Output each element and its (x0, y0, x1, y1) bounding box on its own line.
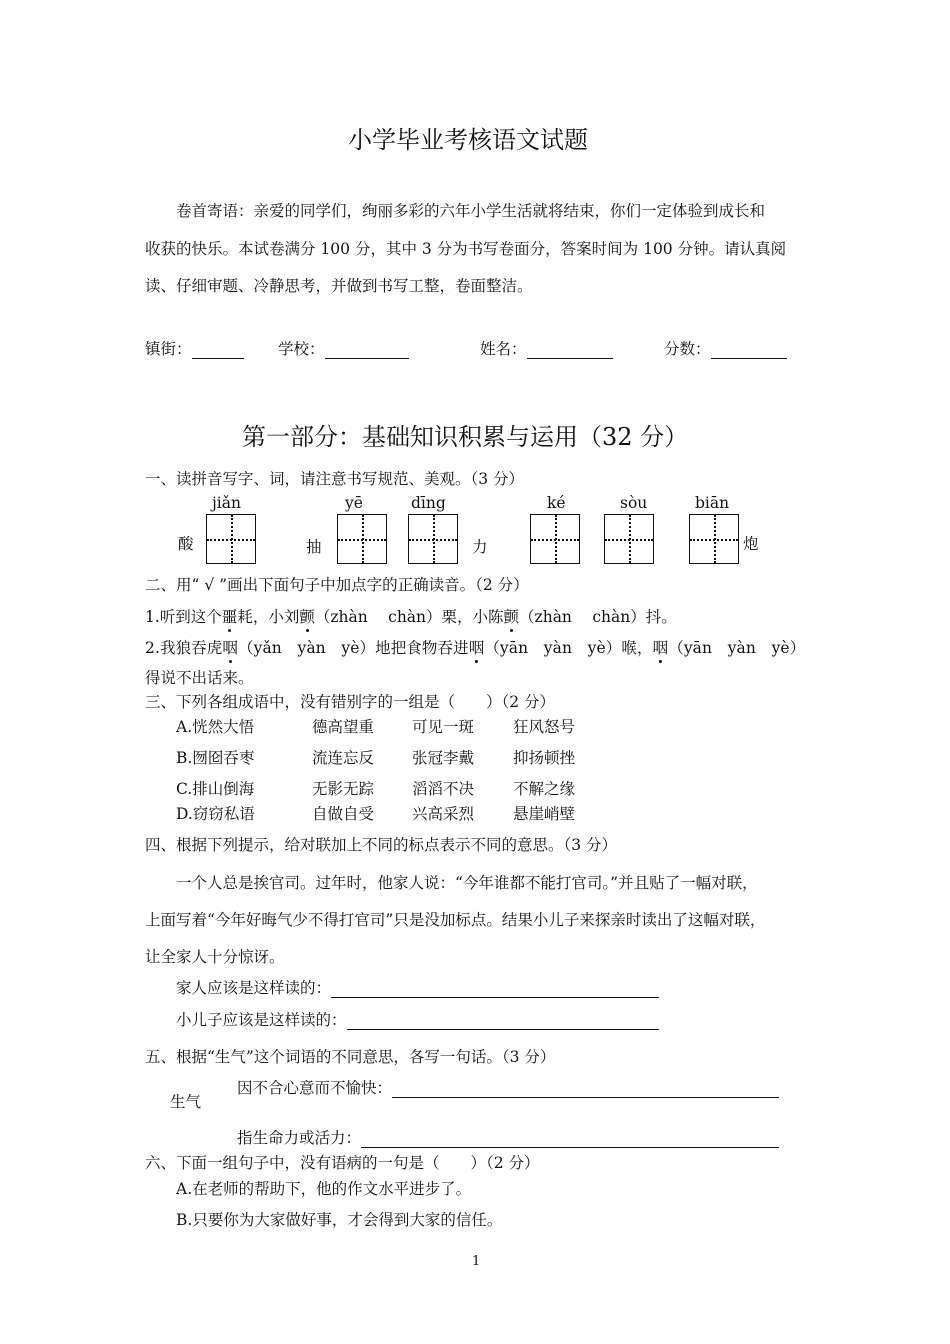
q2-s1-options[interactable]: （zhàn chàn）抖。 (519, 608, 677, 626)
intro-line-3: 读、仔细审题、冷静思考，并做到书写工整，卷面整洁。 (145, 277, 533, 295)
dotted-char: 颤 (503, 608, 520, 626)
score-blank[interactable] (711, 342, 787, 359)
town-blank[interactable] (192, 342, 244, 359)
given-char: 炮 (743, 535, 759, 553)
town-field (145, 337, 244, 359)
idiom: 抑扬顿挫 (513, 749, 576, 767)
pinyin: jiǎn (212, 494, 241, 512)
given-char: 力 (472, 538, 488, 556)
given-char: 抽 (306, 538, 322, 556)
idiom: B.囫囵吞枣 (176, 749, 255, 767)
writing-grid[interactable] (604, 514, 654, 564)
q2-s2-text: 2.我狼吞虎 (145, 639, 223, 657)
name-blank[interactable] (527, 342, 613, 359)
school-blank[interactable] (325, 342, 409, 359)
son-answer-blank[interactable] (347, 1013, 659, 1030)
q4-para-2: 上面写着“今年好晦气少不得打官司”只是没加标点。结果小儿子来探亲时读出了这幅对联， (145, 911, 766, 929)
meaning-2-blank[interactable] (361, 1131, 779, 1148)
idiom: 狂风怒号 (513, 718, 576, 736)
idiom: 滔滔不决 (412, 780, 475, 798)
part1-heading: 第一部分：基础知识积累与运用（32 分） (242, 423, 689, 451)
dotted-char: 颤 (299, 608, 315, 626)
town-label: 镇街： (145, 340, 192, 358)
q5-word: 生气 (170, 1093, 202, 1111)
q4-para-3: 让全家人十分惊讶。 (145, 948, 285, 966)
pinyin: dīng (411, 494, 446, 512)
name-field (480, 337, 613, 359)
idiom: 兴高采烈 (412, 805, 475, 823)
q4-para-1: 一个人总是挨官司。过年时，他家人说：“今年谁都不能打官司。”并且贴了一幅对联， (176, 874, 758, 892)
idiom: 德高望重 (312, 718, 375, 736)
given-char: 酸 (178, 535, 194, 553)
q2-s2-options[interactable]: （yān yàn yè） (668, 639, 806, 657)
page-title: 小学毕业考核语文试题 (348, 126, 588, 154)
q3-title: 三、下列各组成语中，没有错别字的一组是（ ）（2 分） (145, 693, 556, 711)
score-field (664, 337, 787, 359)
q6-option-b[interactable]: B.只要你为大家做好事，才会得到大家的信任。 (176, 1211, 503, 1229)
intro-line-1: 卷首寄语：亲爱的同学们，绚丽多彩的六年小学生活就将结束，你们一定体验到成长和 (176, 202, 766, 220)
pinyin: sòu (620, 494, 648, 512)
pinyin: biān (695, 494, 730, 512)
idiom: 可见一斑 (412, 718, 475, 736)
school-label: 学校： (278, 340, 325, 358)
q2-s2-options[interactable]: （yān yàn yè）喉， (484, 639, 653, 657)
writing-grid[interactable] (408, 514, 458, 564)
q2-s1-options[interactable]: （zhàn chàn）栗，小陈 (314, 608, 504, 626)
dotted-char: 噩 (221, 608, 238, 626)
q4-son-answer (176, 1008, 659, 1030)
score-label: 分数： (664, 340, 711, 358)
writing-grid[interactable] (530, 514, 580, 564)
q4-title: 四、根据下列提示，给对联加上不同的标点表示不同的意思。（3 分） (145, 836, 618, 854)
q2-s2-options[interactable]: （yǎn yàn yè）地把食物吞进 (238, 639, 469, 657)
writing-grid[interactable] (689, 514, 739, 564)
q5-meaning-1 (237, 1076, 779, 1098)
q2-s1-text: 1.听到这个 (145, 608, 222, 626)
q2-sentence-1 (145, 605, 677, 627)
dotted-char: 咽 (468, 639, 485, 657)
q1-title: 一、读拼音写字、词，请注意书写规范、美观。（3 分） (145, 470, 525, 488)
writing-grid[interactable] (337, 514, 387, 564)
idiom: 不解之缘 (513, 780, 576, 798)
q5-title: 五、根据“生气”这个词语的不同意思，各写一句话。（3 分） (145, 1048, 556, 1066)
idiom: A.恍然大悟 (176, 718, 255, 736)
name-label: 姓名： (480, 340, 527, 358)
page-number: 1 (472, 1254, 481, 1269)
school-field (278, 337, 409, 359)
writing-grid[interactable] (206, 514, 256, 564)
q6-option-a[interactable]: A.在老师的帮助下，他的作文水平进步了。 (176, 1180, 472, 1198)
pinyin: ké (547, 494, 566, 512)
q6-title: 六、下面一组句子中，没有语病的一句是（ ）（2 分） (145, 1154, 540, 1172)
idiom: 无影无踪 (312, 780, 375, 798)
family-answer-blank[interactable] (331, 981, 659, 998)
pinyin: yē (345, 494, 363, 512)
intro-line-2: 收获的快乐。本试卷满分 100 分，其中 3 分为书写卷面分，答案时间为 100 分钟。请认真阅 (145, 240, 787, 258)
q5-m2-label: 指生命力或活力： (237, 1129, 362, 1147)
q2-sentence-2-cont: 得说不出话来。 (145, 669, 254, 687)
q4-family-label: 家人应该是这样读的： (176, 979, 332, 997)
q2-s1-text: 耗，小刘 (237, 608, 300, 626)
idiom: C.排山倒海 (176, 780, 255, 798)
meaning-1-blank[interactable] (392, 1081, 779, 1098)
q2-title: 二、用“ √ ”画出下面句子中加点字的正确读音。（2 分） (145, 576, 529, 594)
idiom: 悬崖峭壁 (513, 805, 576, 823)
q5-m1-label: 因不合心意而不愉快： (237, 1079, 393, 1097)
idiom: 张冠李戴 (412, 749, 475, 767)
idiom: 自做自受 (312, 805, 375, 823)
q2-sentence-2 (145, 636, 805, 658)
idiom: 流连忘反 (312, 749, 375, 767)
dotted-char: 咽 (222, 639, 238, 657)
q5-meaning-2 (237, 1126, 779, 1148)
idiom: D.窃窃私语 (176, 805, 255, 823)
dotted-char: 咽 (652, 639, 669, 657)
q4-family-answer (176, 976, 659, 998)
q4-son-label: 小儿子应该是这样读的： (176, 1011, 347, 1029)
